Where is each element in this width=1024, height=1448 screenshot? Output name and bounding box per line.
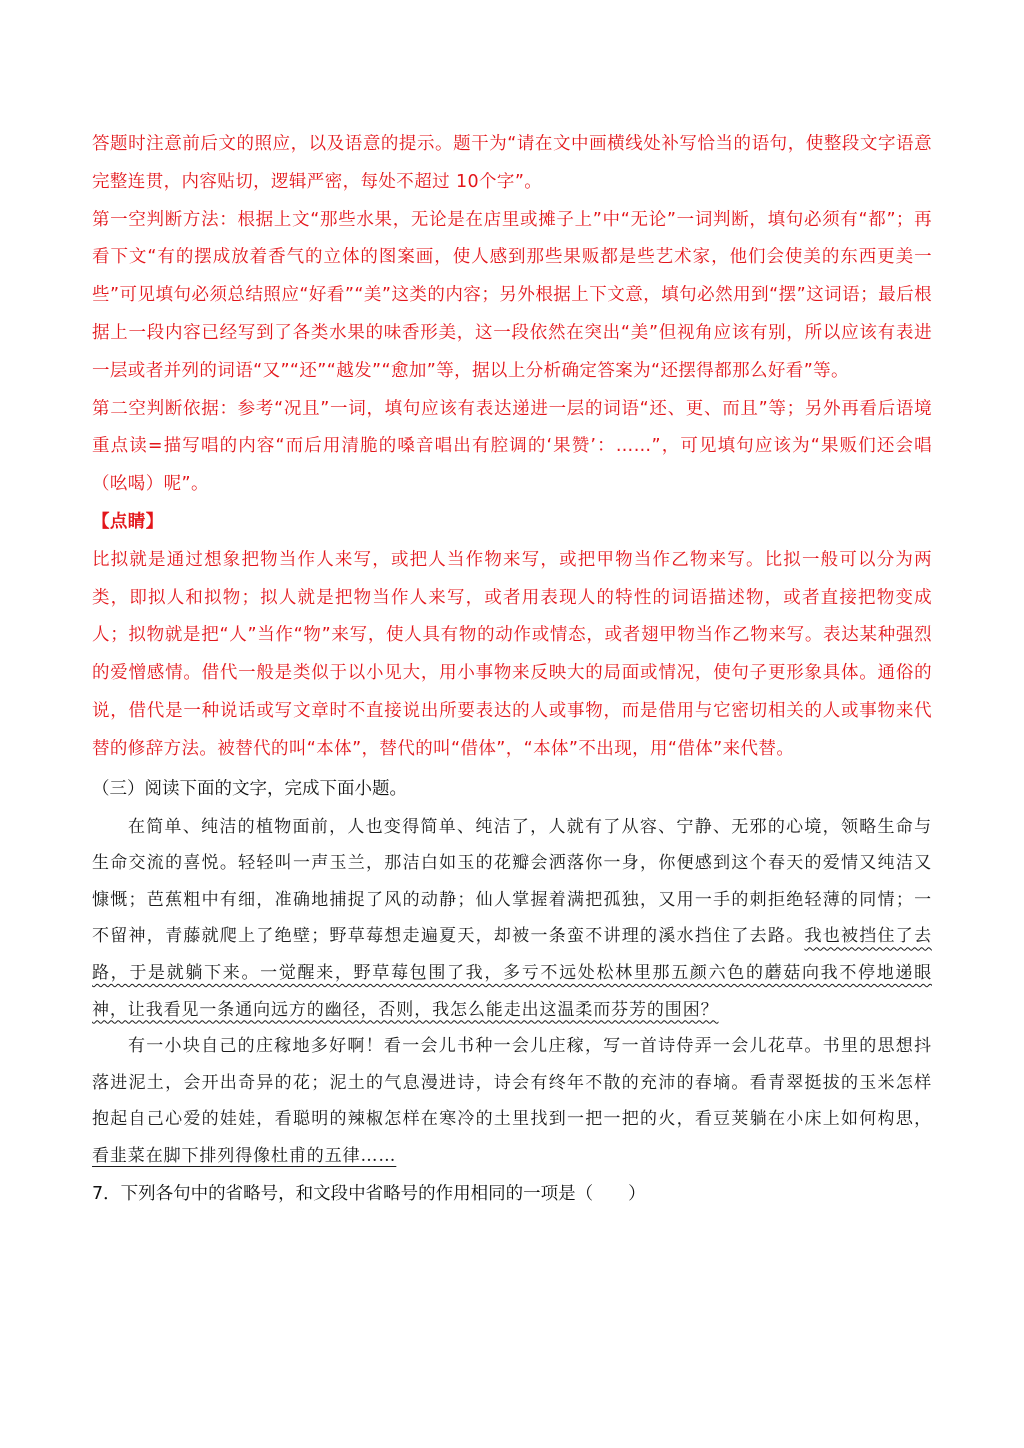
reading-paragraph-2 xyxy=(92,1028,932,1174)
reading-paragraph-1-text: 在简单、纯洁的植物面前，人也变得简单、纯洁了，人就有了从容、宁静、无邪的心境，领略生命与生命交流的喜悦。轻轻叫一声玉兰，那洁白如玉的花瓣会洒落你一身，你便感到这个春天的爱情又纯洁又慷慨；芭蕉粗中有细，准确地捕捉了风的动静；仙人掌握着满把孤独，又用一手的刺拒绝轻薄的同情；一不留神，青藤就爬上了绝壁；野草莓想走遍夏天，却被一条蛮不讲理的溪水挡住了去路。 xyxy=(92,816,932,947)
analysis-paragraph-1: 答题时注意前后文的照应，以及语意的提示。题干为“请在文中画横线处补写恰当的语句，使整段文字语意完整连贯，内容贴切，逻辑严密，每处不超过 10个字”。 xyxy=(92,134,932,192)
document-page xyxy=(92,126,932,1214)
analysis-paragraph-3: 第二空判断依据：参考“况且”一词，填句应该有表达递进一层的词语“还、更、而且”等；另外再看后语境重点读=描写唱的内容“而后用清脆的嗓音唱出有腔调的‘果赞’：……”，可见填句应该为“果贩们还会唱（吆喝）呢”。 xyxy=(92,398,932,495)
analysis-paragraph-2: 第一空判断方法：根据上文“那些水果，无论是在店里或摊子上”中“无论”一词判断，填句必须有“都”；再看下文“有的摆成放着香气的立体的图案画，使人感到那些果贩都是些艺术家，他们会使美的东西更美一些”可见填句必须总结照应“好看”“美”这类的内容；另外根据上下文意，填句必然用到“摆”这词语；最后根据上一段内容已经写到了各类水果的味香形美，这一段依然在突出“美”但视角应该有别，所以应该有表进一层或者并列的词语“又”“还”“越发”“愈加”等，据以上分析确定答案为“还摆得都那么好看”等。 xyxy=(92,209,932,381)
reading-paragraph-2-text: 有一小块自己的庄稼地多好啊！看一会儿书种一会儿庄稼，写一首诗侍弄一会儿花草。书里的思想抖落进泥土，会开出奇异的花；泥土的气息漫进诗，诗会有终年不散的充沛的春墒。看青翠挺拔的玉米怎样抱起自己心爱的娃娃，看聪明的辣椒怎样在寒冷的土里找到一把一把的火，看豆荚躺在小床上如何构思， xyxy=(92,1036,932,1130)
dianjing-text: 比拟就是通过想象把物当作人来写，或把人当作物来写，或把甲物当作乙物来写。比拟一般可以分为两类，即拟人和拟物；拟人就是把物当作人来写，或者用表现人的特性的词语描述物，或者直接把物变成人；拟物就是把“人”当作“物”来写，使人具有物的动作或情态，或者翅甲物当作乙物来写。表达某种强烈的爱憎感情。借代一般是类似于以小见大，用小事物来反映大的局面或情况，使句子更形象具体。通俗的说，借代是一种说话或写文章时不直接说出所要表达的人或事物，而是借用与它密切相关的人或事物来代替的修辞方法。被替代的叫“本体”，替代的叫“借体”，“本体”不出现，用“借体”来代替。 xyxy=(92,549,932,759)
section-heading: （三）阅读下面的文字，完成下面小题。 xyxy=(92,778,407,799)
underlined-sentence: 看韭菜在脚下排列得像杜甫的五律…… xyxy=(92,1145,397,1166)
wavy-underlined-sentence: 我也被挡住了去路，于是就躺下来。一觉醒来，野草莓包围了我，多亏不远处松林里那五颜六色的蘑菇向我不停地递眼神，让我看见一条通向远方的幽径，否则，我怎么能走出这温柔而芬芳的围困？ xyxy=(92,926,932,1020)
reading-paragraph-1 xyxy=(92,809,932,1029)
dianjing-label: 【点睛】 xyxy=(92,511,164,532)
question-7: 7．下列各句中的省略号，和文段中省略号的作用相同的一项是（ ） xyxy=(92,1184,646,1205)
